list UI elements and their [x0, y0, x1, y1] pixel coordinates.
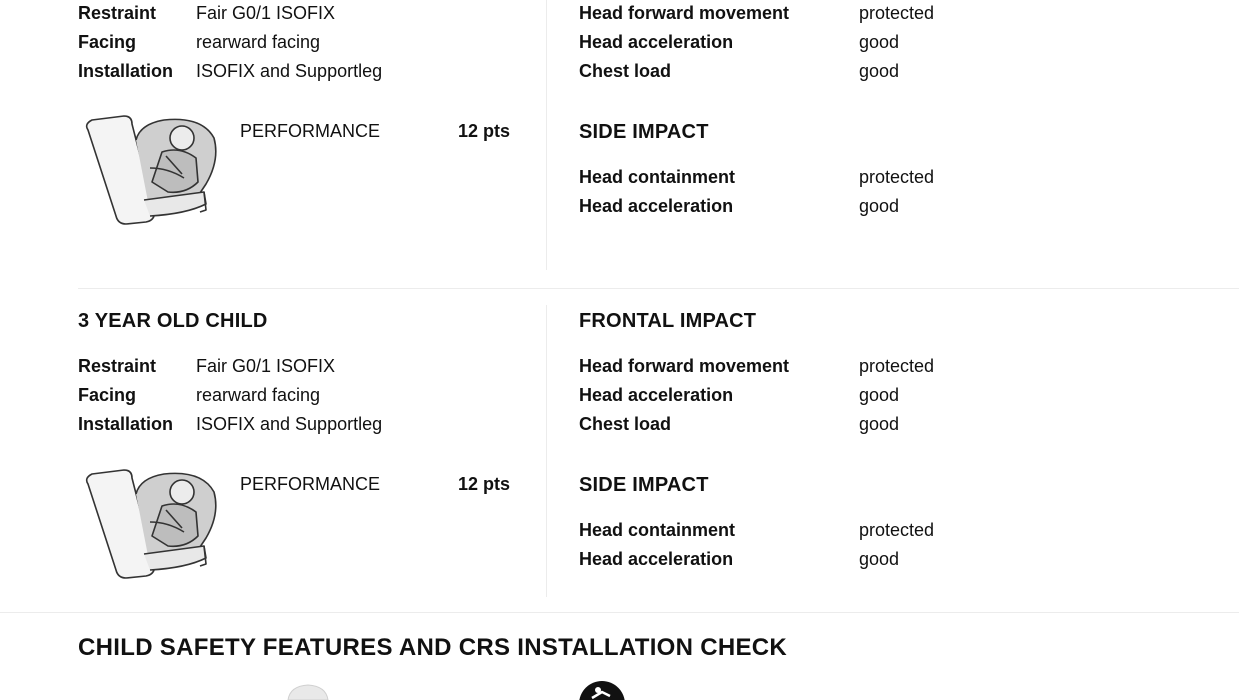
child-seat-icon — [80, 466, 220, 586]
facing-label: Facing — [78, 385, 137, 405]
side-impact-heading: SIDE IMPACT — [579, 121, 709, 143]
chest-load-label: Chest load — [579, 61, 672, 81]
head-forward-movement-label: Head forward movement — [579, 356, 790, 376]
side-head-acceleration-value: good — [859, 549, 900, 569]
facing-value: rearward facing — [196, 32, 321, 52]
column-divider — [546, 305, 547, 597]
child-seat-icon — [282, 684, 334, 700]
chest-load-label: Chest load — [579, 414, 672, 434]
installation-value: ISOFIX and Supportleg — [196, 61, 383, 81]
child-safety-heading: CHILD SAFETY FEATURES AND CRS INSTALLATION CHECK — [78, 634, 788, 661]
head-containment-value: protected — [859, 520, 935, 540]
section-divider — [78, 288, 1239, 289]
frontal-impact-heading: FRONTAL IMPACT — [579, 310, 757, 332]
head-acceleration-value: good — [859, 32, 900, 52]
chest-load-value: good — [859, 414, 900, 434]
facing-label: Facing — [78, 32, 137, 52]
performance-label: PERFORMANCE — [240, 474, 381, 494]
head-containment-label: Head containment — [579, 520, 736, 540]
performance-label: PERFORMANCE — [240, 121, 381, 141]
restraint-value: Fair G0/1 ISOFIX — [196, 3, 336, 23]
chest-load-value: good — [859, 61, 900, 81]
performance-points: 12 pts — [458, 474, 511, 494]
section-title: 3 YEAR OLD CHILD — [78, 310, 268, 332]
head-forward-movement-label: Head forward movement — [579, 3, 790, 23]
column-divider — [546, 0, 547, 270]
installation-label: Installation — [78, 61, 174, 81]
restraint-value: Fair G0/1 ISOFIX — [196, 356, 336, 376]
child-seat-icon — [80, 112, 220, 232]
side-impact-heading: SIDE IMPACT — [579, 474, 709, 496]
head-forward-movement-value: protected — [859, 3, 935, 23]
performance-points: 12 pts — [458, 121, 511, 141]
side-head-acceleration-label: Head acceleration — [579, 549, 734, 569]
side-head-acceleration-label: Head acceleration — [579, 196, 734, 216]
restraint-label: Restraint — [78, 3, 157, 23]
airbag-warning-icon — [578, 680, 626, 700]
head-containment-label: Head containment — [579, 167, 736, 187]
side-head-acceleration-value: good — [859, 196, 900, 216]
restraint-label: Restraint — [78, 356, 157, 376]
section-divider — [0, 612, 1239, 613]
head-containment-value: protected — [859, 167, 935, 187]
head-forward-movement-value: protected — [859, 356, 935, 376]
installation-value: ISOFIX and Supportleg — [196, 414, 383, 434]
installation-label: Installation — [78, 414, 174, 434]
head-acceleration-label: Head acceleration — [579, 32, 734, 52]
facing-value: rearward facing — [196, 385, 321, 405]
head-acceleration-label: Head acceleration — [579, 385, 734, 405]
head-acceleration-value: good — [859, 385, 900, 405]
